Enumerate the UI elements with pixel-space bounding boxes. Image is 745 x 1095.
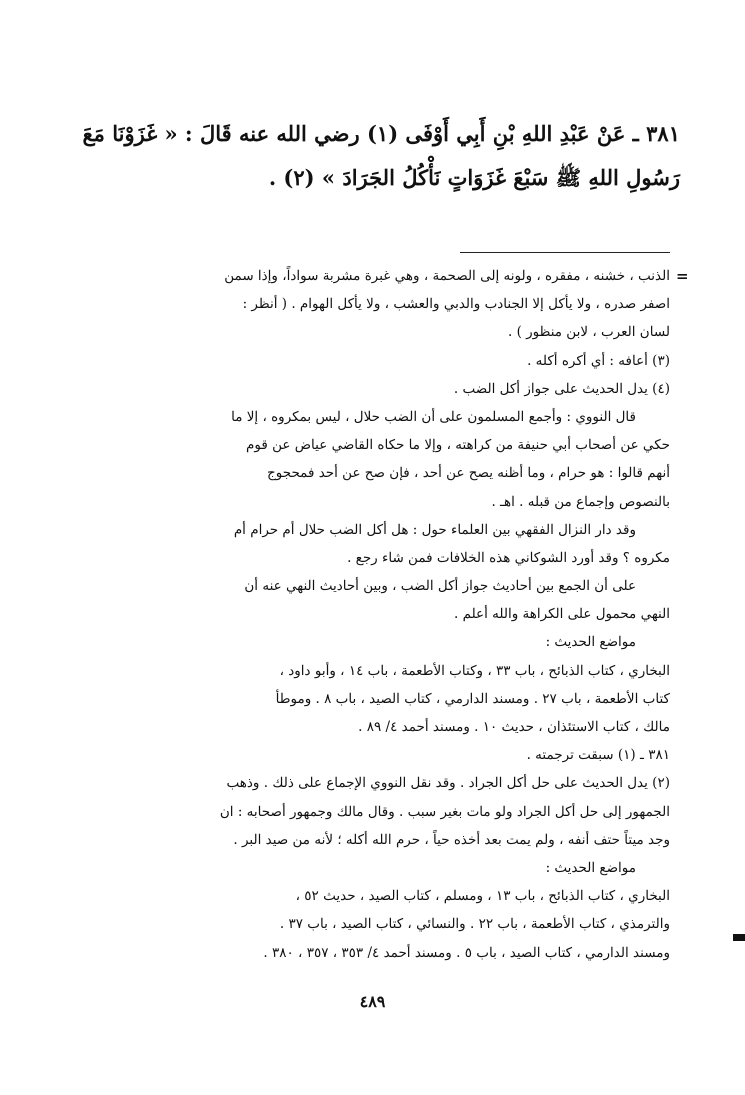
footnote-line: والترمذي ، كتاب الأطعمة ، باب ٢٢ . والنسائي ، كتاب الصيد ، باب ٣٧ . bbox=[279, 916, 670, 933]
footnotes bbox=[58, 262, 670, 967]
footnote-line: كتاب الأطعمة ، باب ٢٧ . ومسند الدارمي ، كتاب الصيد ، باب ٨ . وموطأ bbox=[275, 690, 670, 707]
footnote-line: وقد دار النزال الفقهي بين العلماء حول : هل أكل الضب حلال أم حرام أم bbox=[233, 521, 636, 538]
footnote-line: (٤) يدل الحديث على جواز أكل الضب . bbox=[453, 380, 670, 397]
footnote-line: أنهم قالوا : هو حرام ، وما أظنه يصح عن أحد ، فإن صح عن أحد فمحجوج bbox=[267, 465, 670, 482]
footnote-line: البخاري ، كتاب الذبائح ، باب ٣٣ ، وكتاب الأطعمة ، باب ١٤ ، وأبو داود ، bbox=[279, 662, 670, 679]
footnote-line: حكي عن أصحاب أبي حنيفة من كراهته ، وإلا ما حكاه القاضي عياض عن قوم bbox=[246, 437, 670, 454]
hadith-line-2: رَسُولِ اللهِ ﷺ سَبْعَ غَزَوَاتٍ نَأْكُلُ الجَرَادَ » (٢) . bbox=[268, 165, 680, 190]
footnote-line: مالك ، كتاب الاستئذان ، حديث ١٠ . ومسند أحمد ٤/ ٨٩ . bbox=[358, 719, 670, 735]
page-number: ٤٨٩ bbox=[359, 992, 386, 1011]
footnote-line: على أن الجمع بين أحاديث جواز أكل الضب ، وبين أحاديث النهي عنه أن bbox=[244, 578, 636, 595]
footnote-line: الذنب ، خشنه ، مفقره ، ولونه إلى الصحمة ، وهي غبرة مشربة سواداً، وإذا سمن bbox=[224, 268, 670, 284]
footnote-separator bbox=[460, 252, 670, 253]
footnote-line: ٣٨١ ـ (١) سبقت ترجمته . bbox=[526, 747, 670, 764]
footnote-line: مكروه ؟ وقد أورد الشوكاني هذه الخلافات فمن شاء رجع . bbox=[347, 549, 670, 566]
footnote-line: (٢) يدل الحديث على حل أكل الجراد . وقد نقل النووي الإجماع على ذلك . وذهب bbox=[226, 775, 670, 792]
section-heading: مواضع الحديث : bbox=[545, 634, 636, 651]
footnote-line: الجمهور إلى حل أكل الجراد ولو مات بغير سبب . وقال مالك وجمهور أصحابه : ان bbox=[219, 803, 670, 820]
footnote-line: (٣) أعافه : أي أكره أكله . bbox=[527, 352, 670, 369]
footnote-line: بالنصوص وإجماع من قبله . اهـ . bbox=[491, 493, 670, 510]
footnote-line: اصفر صدره ، ولا يأكل إلا الجنادب والدبي والعشب ، ولا يأكل الهوام . ( أنظر : bbox=[242, 296, 670, 313]
continuation-marker: = bbox=[676, 267, 689, 285]
hadith-text bbox=[60, 112, 680, 200]
footnote-line: البخاري ، كتاب الذبائح ، باب ١٣ ، ومسلم ، كتاب الصيد ، حديث ٥٢ ، bbox=[295, 888, 670, 905]
footnote-line: لسان العرب ، لابن منظور ) . bbox=[508, 324, 670, 341]
hadith-line-1: ٣٨١ ـ عَنْ عَبْدِ اللهِ بْنِ أَبِي أَوْفَى (١) رضي الله عنه قَالَ : « غَزَوْنَا مَعَ bbox=[82, 121, 680, 146]
section-heading: مواضع الحديث : bbox=[545, 859, 636, 876]
footnote-line: النهي محمول على الكراهة والله أعلم . bbox=[454, 606, 670, 623]
footnote-line: ومسند الدارمي ، كتاب الصيد ، باب ٥ . ومسند أحمد ٤/ ٣٥٣ ، ٣٥٧ ، ٣٨٠ . bbox=[263, 944, 670, 961]
scan-edge-mark bbox=[733, 934, 745, 941]
footnote-line: قال النووي : وأجمع المسلمون على أن الضب حلال ، ليس بمكروه ، إلا ما bbox=[231, 408, 636, 425]
footnote-line: وجد ميتاً حتف أنفه ، ولم يمت بعد أخذه حياً ، حرم الله أكله ؛ لأنه من صيد البر . bbox=[233, 831, 670, 848]
